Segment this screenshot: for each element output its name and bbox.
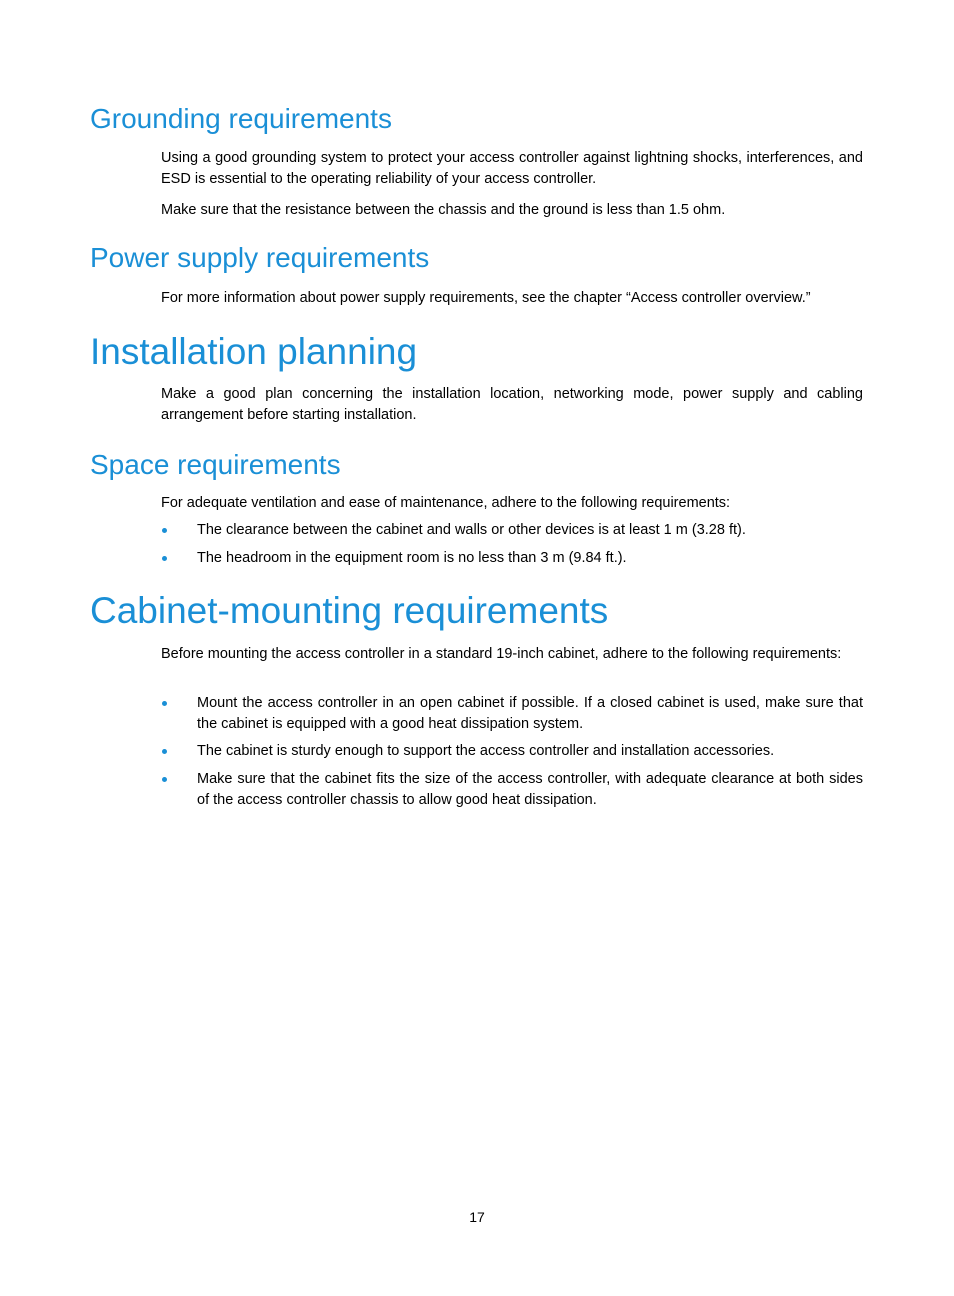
bullet-icon [162,777,167,782]
paragraph-space-1: For adequate ventilation and ease of maintenance, adhere to the following requirements: [161,495,731,511]
page-number: 17 [469,1209,485,1225]
paragraph-installation-planning-1: Make a good plan concerning the installation location, networking mode, power supply and cabling arrangement before starting installation. [161,386,863,423]
bullet-icon [162,701,167,706]
list-item-text: Mount the access controller in an open cabinet if possible. If a closed cabinet is used, make sure that the cabinet is equipped with a good heat dissipation system. [197,695,863,732]
list-item-text: The clearance between the cabinet and walls or other devices is at least 1 m (3.28 ft). [197,522,746,538]
bullet-icon [162,528,167,533]
list-item [161,769,863,811]
list-item-text: The cabinet is sturdy enough to support the access controller and installation accessories. [197,743,775,759]
paragraph-cabinet-mounting-1: Before mounting the access controller in a standard 19-inch cabinet, adhere to the following requirements: [161,646,842,662]
paragraph-power-supply-1: For more information about power supply requirements, see the chapter “Access controller overview.” [161,290,811,306]
bullet-icon [162,556,167,561]
heading-installation-planning: Installation planning [90,331,418,372]
heading-power-supply-requirements: Power supply requirements [90,242,430,273]
list-item [161,693,863,735]
list-item-text: The headroom in the equipment room is no less than 3 m (9.84 ft.). [197,550,627,566]
heading-space-requirements: Space requirements [90,449,341,480]
list-item-text: Make sure that the cabinet fits the size of the access controller, with adequate clearance at both sides of the access controller chassis to allow good heat dissipation. [197,771,863,808]
paragraph-grounding-1: Using a good grounding system to protect your access controller against lightning shocks, interferences, and ESD is essential to the operating reliability of your access controller. [161,150,863,187]
list-item [161,520,863,541]
heading-cabinet-mounting-requirements: Cabinet-mounting requirements [90,590,609,631]
heading-grounding-requirements: Grounding requirements [90,103,392,134]
bullet-icon [162,749,167,754]
list-item [161,548,863,569]
paragraph-grounding-2: Make sure that the resistance between the chassis and the ground is less than 1.5 ohm. [161,202,726,218]
list-item [161,741,863,762]
